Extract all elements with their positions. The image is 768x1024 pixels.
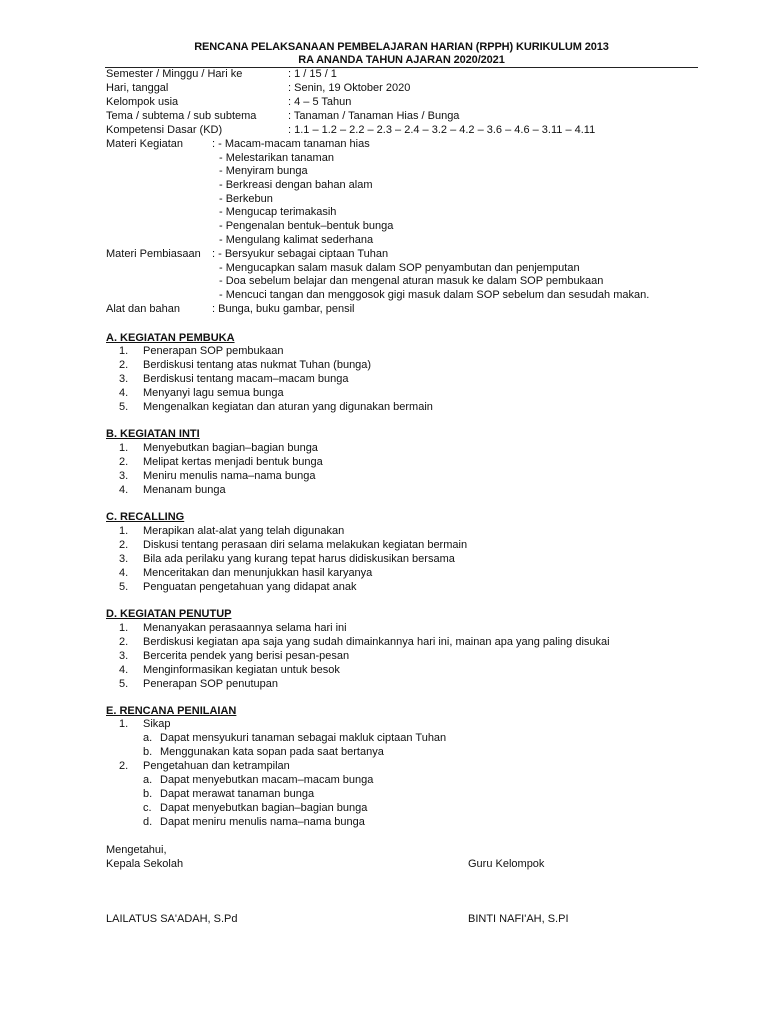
list-item: Penerapan SOP pembukaan bbox=[143, 345, 284, 357]
list-item: Penguatan pengetahuan yang didapat anak bbox=[143, 581, 357, 593]
list-item: Menyebutkan bagian–bagian bunga bbox=[143, 442, 318, 454]
section-heading: B. KEGIATAN INTI bbox=[106, 428, 200, 440]
materi-pembiasaan-item: - Mencuci tangan dan menggosok gigi masuk dalam SOP sebelum dan sesudah makan. bbox=[219, 289, 650, 301]
list-number: 4. bbox=[119, 567, 129, 579]
sublist-letter: b. bbox=[143, 746, 153, 758]
list-number: 2. bbox=[119, 636, 129, 648]
materi-kegiatan-item: - Mengulang kalimat sederhana bbox=[219, 234, 374, 246]
kepala-sekolah-name: LAILATUS SA'ADAH, S.Pd bbox=[106, 913, 238, 925]
kepala-sekolah-title: Kepala Sekolah bbox=[106, 858, 184, 870]
guru-kelompok-name: BINTI NAFI'AH, S.PI bbox=[468, 913, 569, 925]
sublist-letter: a. bbox=[143, 774, 153, 786]
list-number: 3. bbox=[119, 373, 129, 385]
materi-pembiasaan-label: Materi Pembiasaan bbox=[106, 248, 201, 260]
list-number: 5. bbox=[119, 401, 129, 413]
list-number: 1. bbox=[119, 622, 129, 634]
alat-bahan-label: Alat dan bahan bbox=[106, 303, 181, 315]
list-number: 4. bbox=[119, 484, 129, 496]
info-label: Kelompok usia bbox=[106, 96, 179, 108]
guru-kelompok-title: Guru Kelompok bbox=[468, 858, 545, 870]
materi-kegiatan-item: - Berkebun bbox=[219, 193, 273, 205]
sublist-letter: c. bbox=[143, 802, 152, 814]
list-number: 2. bbox=[119, 456, 129, 468]
section-heading: E. RENCANA PENILAIAN bbox=[106, 705, 237, 717]
list-number: 2. bbox=[119, 359, 129, 371]
materi-kegiatan-item: - Mengucap terimakasih bbox=[219, 206, 337, 218]
list-item: Mengenalkan kegiatan dan aturan yang digunakan bermain bbox=[143, 401, 433, 413]
sublist-letter: b. bbox=[143, 788, 153, 800]
alat-bahan-value: : Bunga, buku gambar, pensil bbox=[212, 303, 355, 315]
list-item: Meniru menulis nama–nama bunga bbox=[143, 470, 316, 482]
list-item: Bila ada perilaku yang kurang tepat harus didiskusikan bersama bbox=[143, 553, 455, 565]
list-number: 5. bbox=[119, 581, 129, 593]
list-item: Pengetahuan dan ketrampilan bbox=[143, 760, 290, 772]
list-item: Menyanyi lagu semua bunga bbox=[143, 387, 284, 399]
list-number: 3. bbox=[119, 470, 129, 482]
document-subtitle: RA ANANDA TAHUN AJARAN 2020/2021 bbox=[298, 54, 505, 66]
list-item: Menceritakan dan menunjukkan hasil karyanya bbox=[143, 567, 373, 579]
list-number: 4. bbox=[119, 387, 129, 399]
list-number: 1. bbox=[119, 525, 129, 537]
sublist-item: Dapat mensyukuri tanaman sebagai makluk ciptaan Tuhan bbox=[160, 732, 447, 744]
section-heading: A. KEGIATAN PEMBUKA bbox=[106, 332, 235, 344]
sublist-item: Dapat merawat tanaman bunga bbox=[160, 788, 315, 800]
list-number: 4. bbox=[119, 664, 129, 676]
list-item: Penerapan SOP penutupan bbox=[143, 678, 278, 690]
list-item: Berdiskusi tentang macam–macam bunga bbox=[143, 373, 349, 385]
section-heading: C. RECALLING bbox=[106, 511, 185, 523]
info-label: Semester / Minggu / Hari ke bbox=[106, 68, 243, 80]
sublist-item: Dapat menyebutkan bagian–bagian bunga bbox=[160, 802, 368, 814]
list-item: Diskusi tentang perasaan diri selama melakukan kegiatan bermain bbox=[143, 539, 468, 551]
list-item: Bercerita pendek yang berisi pesan-pesan bbox=[143, 650, 350, 662]
list-number: 3. bbox=[119, 553, 129, 565]
document-title: RENCANA PELAKSANAAN PEMBELAJARAN HARIAN (RPPH) KURIKULUM 2013 bbox=[194, 41, 609, 53]
materi-pembiasaan-item: : - Bersyukur sebagai ciptaan Tuhan bbox=[212, 248, 389, 260]
sublist-item: Menggunakan kata sopan pada saat bertanya bbox=[160, 746, 384, 758]
sublist-item: Dapat meniru menulis nama–nama bunga bbox=[160, 816, 365, 828]
list-item: Menanyakan perasaannya selama hari ini bbox=[143, 622, 347, 634]
list-number: 1. bbox=[119, 345, 129, 357]
list-item: Melipat kertas menjadi bentuk bunga bbox=[143, 456, 323, 468]
list-item: Menginformasikan kegiatan untuk besok bbox=[143, 664, 340, 676]
info-value: : Senin, 19 Oktober 2020 bbox=[288, 82, 411, 94]
materi-kegiatan-label: Materi Kegiatan bbox=[106, 138, 184, 150]
sublist-item: Dapat menyebutkan macam–macam bunga bbox=[160, 774, 374, 786]
sublist-letter: d. bbox=[143, 816, 153, 828]
list-number: 5. bbox=[119, 678, 129, 690]
materi-pembiasaan-item: - Mengucapkan salam masuk dalam SOP penyambutan dan penjemputan bbox=[219, 262, 580, 274]
materi-kegiatan-item: - Pengenalan bentuk–bentuk bunga bbox=[219, 220, 394, 232]
info-value: : 1.1 – 1.2 – 2.2 – 2.3 – 2.4 – 3.2 – 4.2 – 3.6 – 4.6 – 3.11 – 4.11 bbox=[288, 124, 596, 136]
list-item: Berdiskusi kegiatan apa saja yang sudah dimainkannya hari ini, mainan apa yang paling disukai bbox=[143, 636, 610, 648]
list-item: Merapikan alat-alat yang telah digunakan bbox=[143, 525, 345, 537]
list-number: 1. bbox=[119, 442, 129, 454]
mengetahui-label: Mengetahui, bbox=[106, 844, 167, 856]
list-item: Menanam bunga bbox=[143, 484, 226, 496]
list-item: Sikap bbox=[143, 718, 171, 730]
list-item: Berdiskusi tentang atas nukmat Tuhan (bunga) bbox=[143, 359, 372, 371]
info-value: : 1 / 15 / 1 bbox=[288, 68, 337, 80]
info-value: : 4 – 5 Tahun bbox=[288, 96, 352, 108]
info-label: Kompetensi Dasar (KD) bbox=[106, 124, 223, 136]
info-label: Tema / subtema / sub subtema bbox=[106, 110, 257, 122]
list-number: 1. bbox=[119, 718, 129, 730]
list-number: 2. bbox=[119, 760, 129, 772]
materi-pembiasaan-item: - Doa sebelum belajar dan mengenal aturan masuk ke dalam SOP pembukaan bbox=[219, 275, 604, 287]
list-number: 2. bbox=[119, 539, 129, 551]
info-value: : Tanaman / Tanaman Hias / Bunga bbox=[288, 110, 460, 122]
materi-kegiatan-item: - Menyiram bunga bbox=[219, 165, 308, 177]
section-heading: D. KEGIATAN PENUTUP bbox=[106, 608, 232, 620]
info-label: Hari, tanggal bbox=[106, 82, 169, 94]
list-number: 3. bbox=[119, 650, 129, 662]
sublist-letter: a. bbox=[143, 732, 153, 744]
materi-kegiatan-item: - Melestarikan tanaman bbox=[219, 152, 334, 164]
materi-kegiatan-item: : - Macam-macam tanaman hias bbox=[212, 138, 370, 150]
materi-kegiatan-item: - Berkreasi dengan bahan alam bbox=[219, 179, 373, 191]
